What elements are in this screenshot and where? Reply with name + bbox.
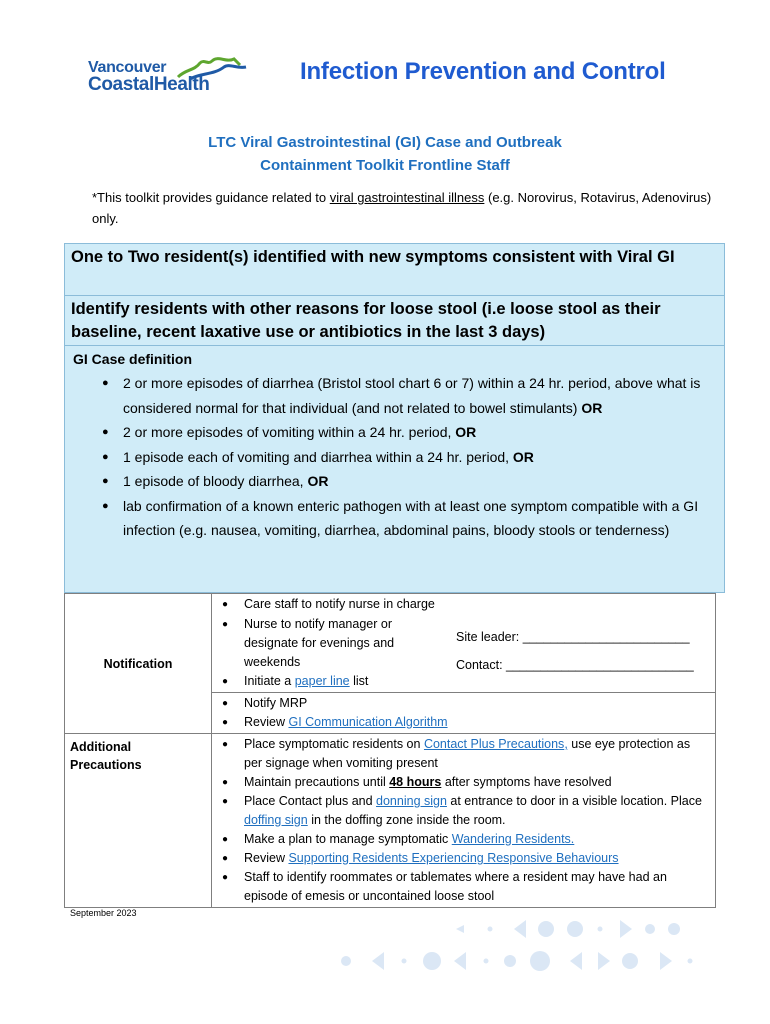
bold-48-hours: 48 hours [389, 775, 442, 789]
list-item [244, 672, 446, 691]
intro-note [92, 187, 712, 229]
list-item: ● Nurse to notify manager or designate for evenings and weekends [244, 615, 446, 672]
notification-cell2 [212, 693, 716, 734]
paper-line-link[interactable]: paper line [294, 674, 350, 688]
precautions-list [216, 735, 711, 906]
list-item [123, 445, 716, 470]
gi-communication-link[interactable]: GI Communication Algorithm [288, 715, 448, 729]
case-text: 2 or more episodes of vomiting within a 24 hr. period, [123, 424, 456, 440]
intro-text-b: (e.g. Norovirus, Rotavirus, Adenovirus) only. [92, 190, 712, 226]
contact-field[interactable]: Contact: ___________________________ [456, 658, 694, 672]
case-text: 2 or more episodes of diarrhea (Bristol stool chart 6 or 7) within a 24 hr. period, above what is considered normal for that individual (and not related to bowel stimulants) [123, 375, 701, 416]
precautions-label: Additional Precautions [65, 734, 212, 908]
text: Place Contact plus and [244, 794, 377, 808]
list-item [123, 469, 716, 494]
case-text: lab confirmation of a known enteric pathogen with at least one symptom compatible with a GI infection (e.g. nausea, vomiting, diarrhea, abdominal pains, bloody stools or tenderness) [123, 497, 699, 538]
box-identified-text: One to Two resident(s) identified with new symptoms consistent with Viral GI [71, 248, 675, 266]
list-item [244, 773, 711, 792]
text: at entrance to door in a visible location. Place [446, 794, 702, 808]
subtitle-line1: LTC Viral Gastrointestinal (GI) Case and Outbreak [208, 134, 562, 151]
vch-logo [88, 55, 248, 97]
intro-text-a: *This toolkit provides guidance related to [92, 190, 330, 205]
list-item [244, 830, 711, 849]
list-item [123, 371, 716, 420]
case-or: OR [581, 399, 603, 416]
case-or: OR [307, 473, 329, 489]
text: Place symptomatic residents on [244, 737, 424, 751]
notification-inner [212, 594, 715, 692]
text: use eye protection as per signage when vomiting present [244, 737, 691, 770]
list-item: ● Notify MRP [244, 694, 711, 713]
list-item [244, 849, 711, 868]
text: Review [244, 715, 289, 729]
case-text: 1 episode of bloody diarrhea, [123, 473, 308, 489]
box-identified [64, 243, 725, 296]
doffing-sign-link[interactable]: doffing sign [244, 813, 308, 827]
notification-list2 [216, 615, 446, 691]
text: Initiate a [244, 674, 295, 688]
list-item [244, 713, 711, 732]
list-item [123, 494, 716, 543]
footer-date: September 2023 [70, 908, 137, 918]
table-row [65, 594, 716, 693]
actions-table [64, 593, 716, 908]
page-title: Infection Prevention and Control [300, 58, 666, 85]
logo-coastal-health [88, 76, 210, 93]
intro-underlined: viral gastrointestinal illness [329, 190, 485, 205]
wandering-residents-link[interactable]: Wandering Residents. [451, 832, 575, 846]
logo-coastal: Coastal [88, 74, 154, 95]
list-item [123, 420, 716, 445]
list-item [244, 735, 711, 773]
notification-blank [450, 594, 715, 615]
precautions-cell [212, 734, 716, 908]
list-item [244, 792, 711, 830]
notification-list-cell2 [212, 615, 450, 692]
decorative-dots-pattern [330, 910, 710, 980]
logo-health: Health [153, 74, 210, 95]
text: Review [244, 851, 289, 865]
case-definition-title: GI Case definition [73, 351, 193, 367]
notification-cell [212, 594, 716, 693]
site-leader-box [450, 615, 715, 692]
subtitle-line2: Containment Toolkit Frontline Staff [260, 157, 510, 174]
logo-vancouver: Vancouver [88, 59, 167, 76]
contact-plus-link[interactable]: Contact Plus Precautions [423, 737, 565, 751]
text: after symptoms have resolved [441, 775, 612, 789]
text: Maintain precautions until [244, 775, 390, 789]
case-text: 1 episode each of vomiting and diarrhea within a 24 hr. period, [123, 448, 513, 465]
responsive-behaviours-link[interactable]: Supporting Residents Experiencing Responsive Behaviours [288, 851, 619, 865]
notification-list [216, 595, 446, 614]
notification-label: Notification [65, 594, 212, 734]
case-definition-box [64, 345, 725, 593]
case-or: OR [455, 424, 477, 440]
box-other-reasons-text: Identify residents with other reasons for loose stool (i.e loose stool as their baseline, recent laxative use or antibiotics in the last 3 days) [71, 300, 661, 341]
site-leader-field[interactable]: Site leader: ________________________ [456, 630, 690, 644]
contact-plus-link-comma[interactable]: , [564, 737, 568, 751]
case-definition-list [73, 371, 716, 543]
table-row [65, 734, 716, 908]
donning-sign-link[interactable]: donning sign [376, 794, 447, 808]
notification-list-cell [212, 594, 450, 615]
text: Make a plan to manage symptomatic [244, 832, 452, 846]
list-item: ● Care staff to notify nurse in charge [244, 595, 446, 614]
notification-list3 [216, 694, 711, 732]
text: list [349, 674, 369, 688]
box-other-reasons [64, 295, 725, 346]
list-item: ● Staff to identify roommates or tablemates where a resident may have had an episode of emesis or uncontained loose stool [244, 868, 711, 906]
text: in the doffing zone inside the room. [307, 813, 506, 827]
case-or: OR [512, 448, 534, 465]
